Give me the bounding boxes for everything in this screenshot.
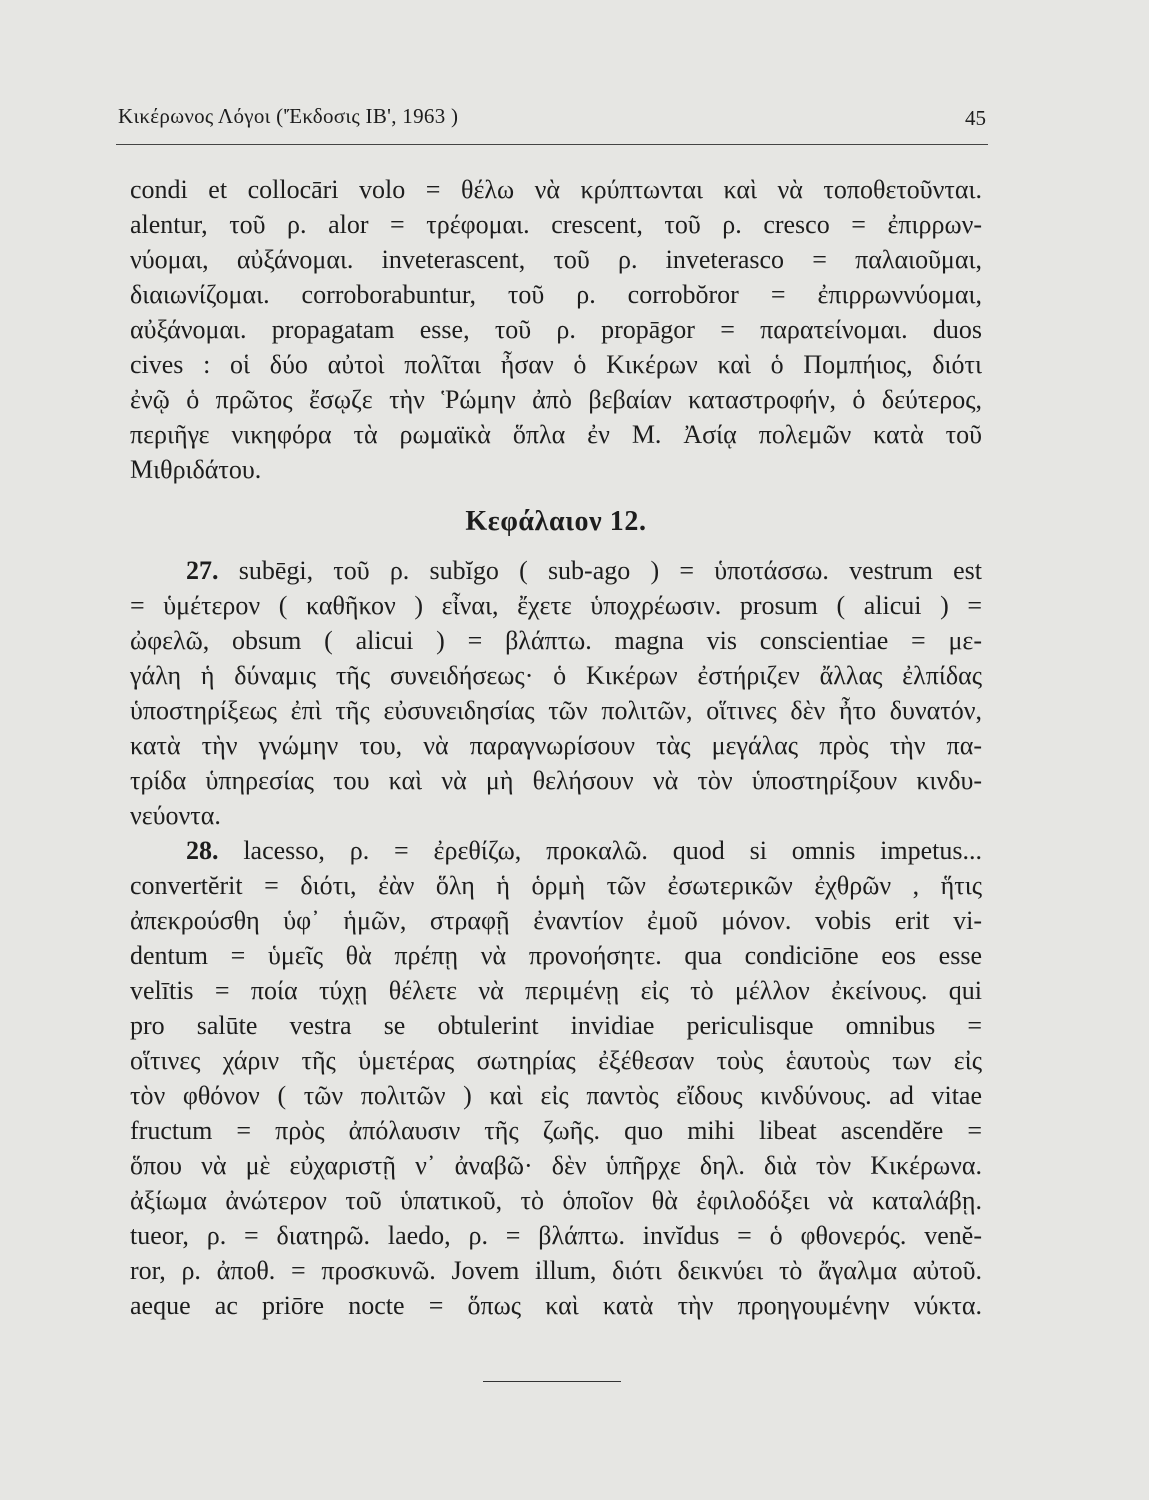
text-line: aeque ac priōre nocte = ὅπως καὶ κατὰ τὴν προηγουμένην νύκτα. xyxy=(130,1291,982,1320)
text-line: ror, ρ. ἀποθ. = προσκυνῶ. Jovem illum, διότι δεικνύει τὸ ἄγαλμα αὐτοῦ. xyxy=(130,1256,982,1285)
text-line: τὸν φθόνον ( τῶν πολιτῶν ) καὶ εἰς παντὸς εἴδους κινδύνους. ad vitae xyxy=(130,1081,982,1110)
text-line: ἐνῷ ὁ πρῶτος ἔσῳζε τὴν Ῥώμην ἀπὸ βεβαίαν καταστροφήν, ὁ δεύτερος, xyxy=(130,385,982,414)
text-line: cives : οἱ δύο αὐτοὶ πολῖται ἦσαν ὁ Κικέρων καὶ ὁ Πομπήιος, διότι xyxy=(130,350,982,379)
text-line: διαιωνίζομαι. corroborabuntur, τοῦ ρ. corrobŏror = ἐπιρρωννύομαι, xyxy=(130,280,982,309)
text-line: ἀξίωμα ἀνώτερον τοῦ ὑπατικοῦ, τὸ ὁποῖον θὰ ἐφιλοδόξει νὰ καταλάβῃ. xyxy=(130,1186,982,1215)
text-line: ἀπεκρούσθη ὑφ᾽ ἡμῶν, στραφῇ ἐναντίον ἐμοῦ μόνον. vobis erit vi- xyxy=(130,906,982,935)
section-text: subēgi, τοῦ ρ. subĭgo ( sub-ago ) = ὑποτάσσω. vestrum est xyxy=(218,556,982,585)
text-line: tueor, ρ. = διατηρῶ. laedo, ρ. = βλάπτω. invĭdus = ὁ φθονερός. venĕ- xyxy=(130,1221,982,1250)
text-line: αὐξάνομαι. propagatam esse, τοῦ ρ. propāgor = παρατείνομαι. duos xyxy=(130,315,982,344)
section-number: 27. xyxy=(186,556,219,585)
text-line: γάλη ἡ δύναμις τῆς συνειδήσεως· ὁ Κικέρων ἐστήριζεν ἄλλας ἐλπίδας xyxy=(130,661,982,690)
text-line: κατὰ τὴν γνώμην του, νὰ παραγνωρίσουν τὰς μεγάλας πρὸς τὴν πα- xyxy=(130,731,982,760)
running-header xyxy=(116,104,988,145)
text-line: περιῆγε νικηφόρα τὰ ρωμαϊκὰ ὅπλα ἐν Μ. Ἀσίᾳ πολεμῶν κατὰ τοῦ xyxy=(130,420,982,449)
text-line: νεύοντα. xyxy=(130,801,221,830)
text-line: ὠφελῶ, obsum ( alicui ) = βλάπτω. magna vis conscientiae = με- xyxy=(130,626,982,655)
text-line: condi et collocāri volo = θέλω νὰ κρύπτωνται καὶ νὰ τοποθετοῦνται. xyxy=(130,175,982,204)
text-line: fructum = πρὸς ἀπόλαυσιν τῆς ζωῆς. quo mihi libeat ascendĕre = xyxy=(130,1116,982,1145)
text-line: alentur, τοῦ ρ. alor = τρέφομαι. crescent, τοῦ ρ. cresco = ἐπιρρων- xyxy=(130,210,982,239)
text-line: νύομαι, αὐξάνομαι. inveterascent, τοῦ ρ. inveterasco = παλαιοῦμαι, xyxy=(130,245,982,274)
text-line: ὑποστηρίξεως ἐπὶ τῆς εὐσυνειδησίας τῶν πολιτῶν, οἵτινες δὲν ἦτο δυνατόν, xyxy=(130,696,982,725)
text-line: velītis = ποία τύχῃ θέλετε νὰ περιμένῃ εἰς τὸ μέλλον ἐκείνους. qui xyxy=(130,976,982,1005)
section-text: lacesso, ρ. = ἐρεθίζω, προκαλῶ. quod si omnis impetus... xyxy=(218,836,982,865)
end-rule xyxy=(483,1381,621,1382)
section-27-first-line xyxy=(130,553,982,588)
text-line: Μιθριδάτου. xyxy=(130,455,262,484)
section-28-first-line xyxy=(130,833,982,868)
text-line: ὅπου νὰ μὲ εὐχαριστῇ ν᾽ ἀναβῶ· δὲν ὑπῆρχε δηλ. διὰ τὸν Κικέρωνα. xyxy=(130,1151,982,1180)
text-line: τρίδα ὑπηρεσίας του καὶ νὰ μὴ θελήσουν νὰ τὸν ὑποστηρίξουν κινδυ- xyxy=(130,766,982,795)
header-title: Κικέρωνος Λόγοι ('Έκδοσις ΙΒ', 1963 ) xyxy=(118,104,459,128)
text-line: dentum = ὑμεῖς θὰ πρέπῃ νὰ προνοήσητε. qua condiciōne eos esse xyxy=(130,941,982,970)
section-number: 28. xyxy=(186,836,219,865)
body-text xyxy=(130,172,982,1323)
text-line: convertĕrit = διότι, ἐὰν ὅλη ἡ ὁρμὴ τῶν ἐσωτερικῶν ἐχθρῶν , ἥτις xyxy=(130,871,982,900)
page-number: 45 xyxy=(965,106,986,130)
text-line: = ὑμέτερον ( καθῆκον ) εἶναι, ἔχετε ὑποχρέωσιν. prosum ( alicui ) = xyxy=(130,591,982,620)
chapter-heading: Κεφάλαιον 12. xyxy=(465,506,647,537)
text-line: pro salūte vestra se obtulerint invidiae periculisque omnibus = xyxy=(130,1011,982,1040)
text-line: οἵτινες χάριν τῆς ὑμετέρας σωτηρίας ἐξέθεσαν τοὺς ἑαυτοὺς των εἰς xyxy=(130,1046,982,1075)
